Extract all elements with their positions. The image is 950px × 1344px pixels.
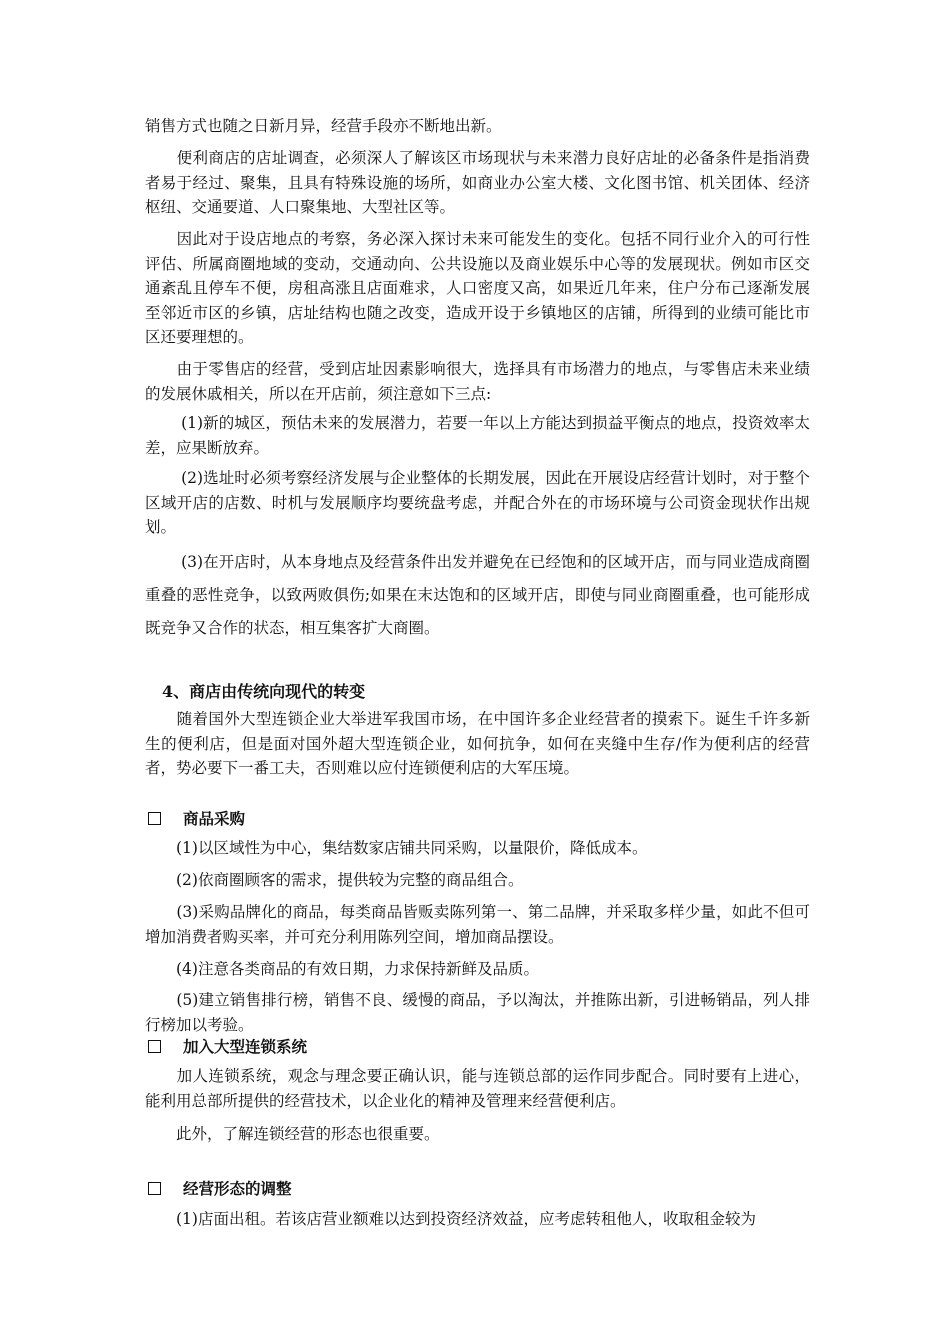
paragraph: 由于零售店的经营，受到店址因素影响很大，选择具有市场潜力的地点，与零售店未来业绩的发展休戚相关，所以在开店前，须注意如下三点: [145,360,810,403]
checkbox-icon [148,1182,161,1195]
paragraph: (1)新的城区，预估未来的发展潜力，若要一年以上方能达到损益平衡点的地点，投资效率太差，应果断放弃。 [145,414,810,457]
paragraph: 因此对于设店地点的考察，务必深入探讨未来可能发生的变化。包括不同行业介入的可行性评估、所属商圈地域的变动，交通动向、公共设施以及商业娱乐中心等的发展现状。例如市区交通紊乱且停车不便，房租高涨且店面难求，人口密度又高，如果近几年来，住户分布己逐渐发展至邻近市区的乡镇，店址结构也随之改变，造成开设于乡镇地区的店铺，所得到的业绩可能比市区还要理想的。 [145,230,810,347]
paragraph: 销售方式也随之日新月异，经营手段亦不断地出新。 [145,117,502,135]
paragraph: (2)选址时必须考察经济发展与企业整体的长期发展，因此在开展设店经营计划时，对于整个区域开店的店数、时机与发展顺序均要统盘考虑，并配合外在的市场环境与公司资金现状作出规划。 [145,469,810,537]
subsection-heading [148,808,245,830]
paragraph: (2)依商圈顾客的需求，提供较为完整的商品组合。 [145,871,524,889]
paragraph: 加人连锁系统，观念与理念要正确认识，能与连锁总部的运作同步配合。同时要有上进心，能利用总部所提供的经营技术，以企业化的精神及管理来经营便利店。 [145,1067,810,1110]
paragraph: (3)采购品牌化的商品，每类商品皆贩卖陈列第一、第二品牌，并采取多样少量，如此不但可增加消费者购买率，并可充分利用陈列空间，增加商品摆设。 [145,903,810,946]
subsection-heading [148,1178,292,1200]
paragraph: (1)以区域性为中心，集结数家店铺共同采购，以量限价，降低成本。 [145,839,648,857]
subsection-title: 商品采购 [183,809,246,828]
subsection-title: 经营形态的调整 [183,1179,292,1198]
subsection-heading [148,1036,307,1058]
section-heading: 4、商店由传统向现代的转变 [162,682,366,701]
paragraph: (1)店面出租。若该店营业额难以达到投资经济效益，应考虑转租他人，收取租金较为 [145,1210,756,1228]
paragraph: 随着国外大型连锁企业大举进军我国市场，在中国许多企业经营者的摸索下。诞生千许多新生的便利店，但是面对国外超大型连锁企业，如何抗争，如何在夹缝中生存/作为便利店的经营者，势必要下一番工夫，否则难以应付连锁便利店的大军压境。 [145,710,810,778]
checkbox-icon [148,1040,161,1053]
subsection-title: 加入大型连锁系统 [183,1037,308,1056]
paragraph: (5)建立销售排行榜，销售不良、缓慢的商品，予以淘汰，并推陈出新，引进畅销品，列人排行榜加以考验。 [145,991,810,1034]
paragraph: (4)注意各类商品的有效日期，力求保持新鲜及品质。 [145,960,539,978]
paragraph: 此外，了解连锁经营的形态也很重要。 [145,1125,440,1143]
checkbox-icon [148,812,161,825]
paragraph: 便利商店的店址调查，必须深人了解该区市场现状与未来潜力良好店址的必备条件是指消费者易于经过、聚集，且具有特殊设施的场所，如商业办公室大楼、文化图书馆、机关团体、经济枢纽、交通要道、人口聚集地、大型社区等。 [145,149,810,217]
paragraph: (3)在开店时，从本身地点及经营条件出发并避免在已经饱和的区域开店，而与同业造成商圈重叠的恶性竞争，以致两败俱伤;如果在末达饱和的区域开店，即使与同业商圈重叠，也可能形成既竞争又合作的状态，相互集客扩大商圈。 [145,553,810,637]
